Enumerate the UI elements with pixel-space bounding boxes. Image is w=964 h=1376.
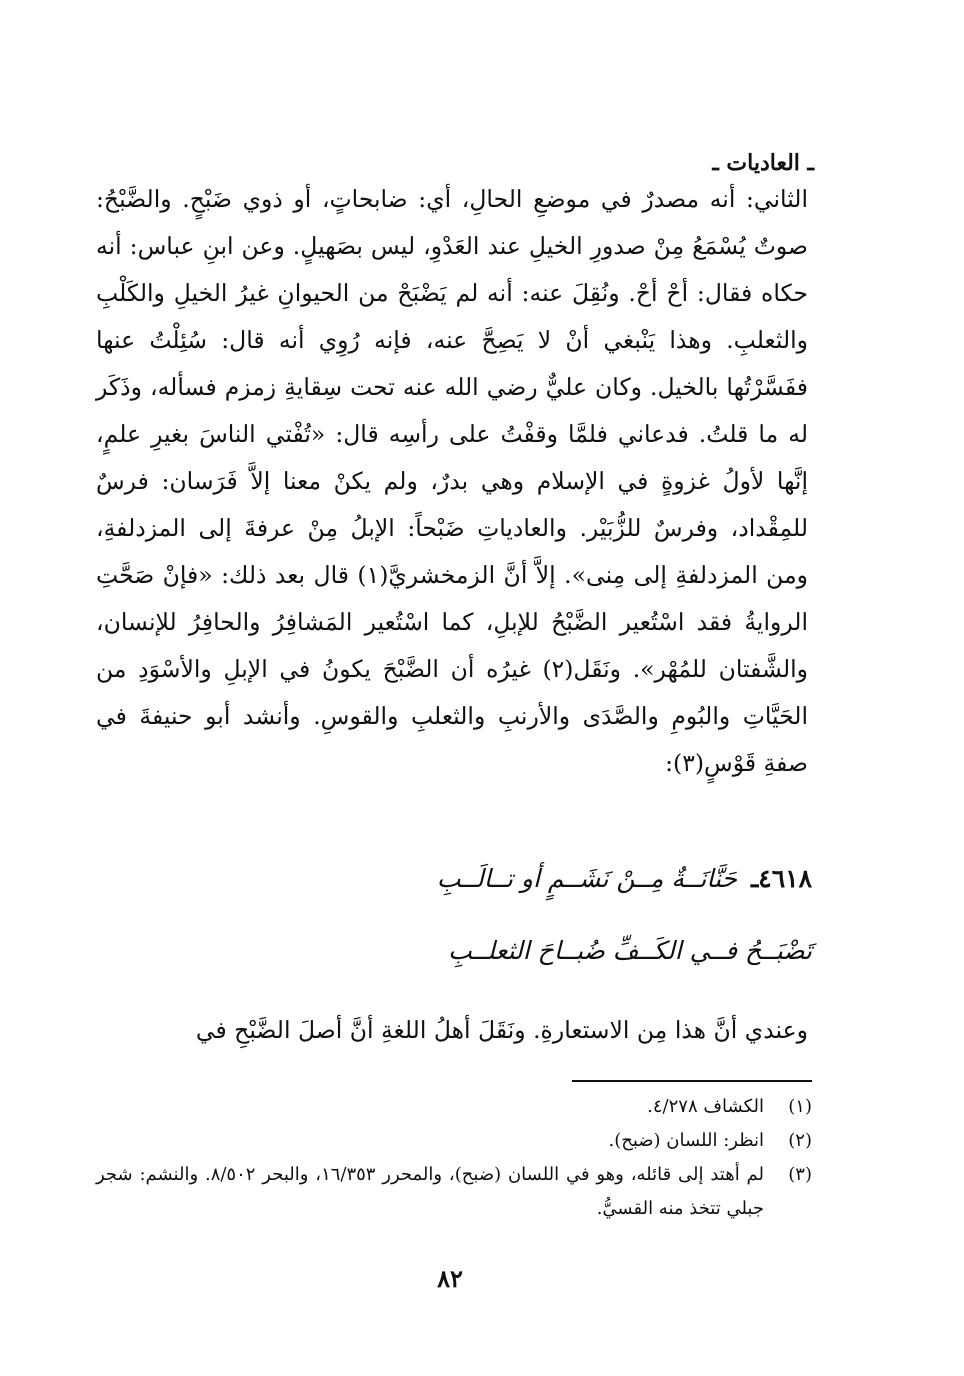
body-paragraph: الثاني: أنه مصدرٌ في موضعِ الحالِ، أي: ضابحاتٍ، أو ذوي ضَبْحٍ. والضَّبْحُ: صوتٌ يُسْمَعُ مِنْ صدورِ الخيلِ عند العَدْوِ، ليس بصَهيلٍ. وعن ابنِ عباس: أنه حكاه فقال: أحْ أحْ. ونُقِلَ عنه: أنه لم يَضْبَحْ من الحيوانِ غيرُ الخيلِ والكَلْبِ والثعلبِ. وهذا يَنْبغي أنْ لا يَصِحَّ عنه، فإنه رُوِي أنه قال: سُئِلْتُ عنها ففَسَّرْتُها بالخيل. وكان عليٌّ رضي الله عنه تحت سِقايةِ زمزم فسأله، وذَكَر له ما قلتُ. فدعاني فلمَّا وقفْتُ على رأسِه قال: «تُفْتي الناسَ بغيرِ علمٍ، إنَّها لأولُ غزوةٍ في الإسلام وهي بدرٌ، ولم يكنْ معنا إلاَّ فَرَسان: فرسٌ للمِقْداد، وفرسٌ للزُّبَيْر. والعادياتِ ضَبْحاً: الإبلُ مِنْ عرفةَ إلى المزدلفةِ، ومن المزدلفةِ إلى مِنى». إلاَّ أنَّ الزمخشريَّ(١) قال بعد ذلك: «فإنْ صَحَّتِ الروايةُ فقد اسْتُعير الضَّبْحُ للإبلِ، كما اسْتُعير المَشافِرُ والحافِرُ للإنسان، والشَّفتان للمُهْر». ونَقَل(٢) غيرُه أن الضَّبْحَ يكونُ في الإبلِ والأسْوَدِ من الحَيَّاتِ والبُومِ والصَّدَى والأرنبِ والثعلبِ والقوسِ. وأنشد أبو حنيفةَ في صفةِ قَوْسٍ(٣): <box>96 185 809 777</box>
footnote-text: الكشاف ٤/٢٧٨. <box>647 1096 764 1117</box>
verse-line-2: تَضْبَــحُ فــي الكَــفِّ ضُبــاحَ الثعلــبِ <box>448 936 812 965</box>
verse-number: ٤٦١٨ـ <box>750 864 812 893</box>
running-title: ـ العاديات ـ <box>712 150 814 176</box>
verse-line-1: حَنَّانَــةٌ مِــنْ نَشَــمٍ أو تــالَــبِ <box>436 864 737 893</box>
footnotes <box>96 1090 812 1226</box>
verse-first-hemistich <box>300 864 812 893</box>
closing-line: وعندي أنَّ هذا مِن الاستعارةِ. ونَقَلَ أهلُ اللغةِ أنَّ أصلَ الضَّبْحِ في <box>195 1016 808 1044</box>
footnote-item <box>96 1090 812 1124</box>
footnote-divider <box>572 1080 812 1082</box>
footnote-item <box>96 1124 812 1158</box>
footnote-number: (٢) <box>788 1130 812 1151</box>
main-body <box>96 176 808 787</box>
page-number: ٨٢ <box>437 1264 463 1293</box>
verse-second-hemistich <box>300 936 812 965</box>
footnote-number: (٣) <box>788 1164 812 1185</box>
footnote-text: لم أهتد إلى قائله، وهو في اللسان (ضبح)، والمحرر ١٦/٣٥٣، والبحر ٨/٥٠٢. والنشم: شجر جبلي تتخذ منه القسيُّ. <box>96 1164 764 1219</box>
footnote-text: انظر: اللسان (ضبح). <box>608 1130 764 1151</box>
footnote-number: (١) <box>788 1096 812 1117</box>
footnote-item <box>96 1158 812 1226</box>
